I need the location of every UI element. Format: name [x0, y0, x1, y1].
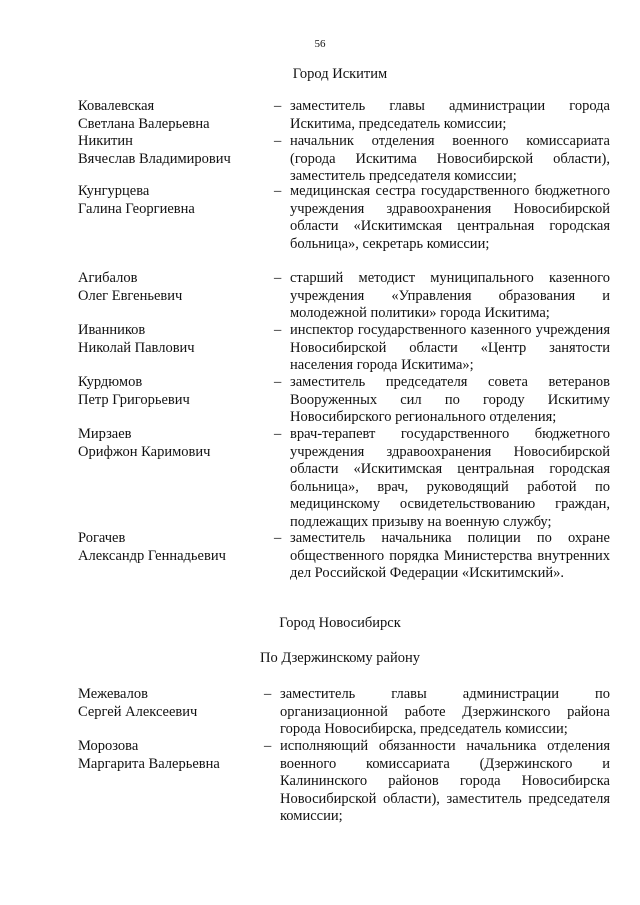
- dash: –: [274, 322, 282, 338]
- dash: –: [274, 374, 282, 390]
- member-name: Светлана Валерьевна: [78, 115, 210, 132]
- member-role: старший методист муниципального казенного учреждения «Управления образования и молодежной политики» города Искитима;: [290, 270, 610, 321]
- member-role: заместитель председателя совета ветеранов Вооруженных сил по городу Искитиму Новосибирского регионального отделения;: [290, 374, 610, 425]
- member-person: [78, 270, 258, 305]
- member-surname: Морозова: [78, 738, 139, 754]
- dash: –: [274, 183, 282, 199]
- member-surname: Ковалевская: [78, 98, 155, 114]
- member-name: Орифжон Каримович: [78, 443, 211, 460]
- member-role: медицинская сестра государственного бюджетного учреждения здравоохранения Новосибирской области «Искитимская центральная городская больница», секретарь комиссии;: [290, 183, 610, 252]
- dash: –: [274, 426, 282, 442]
- section-title-iskitim: Город Искитим: [292, 66, 388, 82]
- member-role: заместитель начальника полиции по охране общественного порядка Министерства внутренних дел Российской Федерации «Искитимский».: [290, 530, 610, 581]
- member-surname: Агибалов: [78, 270, 138, 286]
- member-role: заместитель главы администрации города Искитима, председатель комиссии;: [290, 98, 610, 132]
- member-surname: Мирзаев: [78, 426, 132, 442]
- member-name: Петр Григорьевич: [78, 391, 190, 408]
- dash: –: [274, 133, 282, 149]
- member-surname: Иванников: [78, 322, 146, 338]
- member-role: начальник отделения военного комиссариата (города Искитима Новосибирской области), заместитель председателя комиссии;: [290, 133, 610, 184]
- member-name: Николай Павлович: [78, 339, 195, 356]
- section-title-novosibirsk: Город Новосибирск: [279, 615, 401, 631]
- dash: –: [264, 686, 272, 702]
- member-person: [78, 133, 258, 168]
- member-surname: Межевалов: [78, 686, 148, 702]
- dash: –: [274, 98, 282, 114]
- member-name: Маргарита Валерьевна: [78, 755, 220, 772]
- member-name: Сергей Алексеевич: [78, 703, 198, 720]
- member-role: врач-терапевт государственного бюджетного учреждения здравоохранения Новосибирской области «Искитимская центральная городская больница», врач, руководящий работой по медицинскому освидетельствованию граждан, подлежащих призыву на военную службу;: [290, 426, 610, 530]
- member-person: [78, 374, 258, 409]
- member-surname: Кунгурцева: [78, 183, 150, 199]
- member-person: [78, 426, 258, 461]
- member-person: [78, 98, 258, 133]
- member-surname: Рогачев: [78, 530, 126, 546]
- member-person: [78, 322, 258, 357]
- dash: –: [274, 270, 282, 286]
- member-role: заместитель главы администрации по организационной работе Дзержинского района города Новосибирска, председатель комиссии;: [280, 686, 610, 737]
- dash: –: [264, 738, 272, 754]
- dash: –: [274, 530, 282, 546]
- member-person: [78, 738, 258, 773]
- member-role: исполняющий обязанности начальника отделения военного комиссариата (Дзержинского и Калининского районов города Новосибирска Новосибирской области), заместитель председателя комиссии;: [280, 738, 610, 824]
- member-name: Вячеслав Владимирович: [78, 150, 231, 167]
- member-name: Олег Евгеньевич: [78, 287, 183, 304]
- member-person: [78, 183, 258, 218]
- section-subtitle-district: По Дзержинскому району: [259, 650, 421, 666]
- member-name: Александр Геннадьевич: [78, 547, 226, 564]
- member-surname: Никитин: [78, 133, 133, 149]
- member-name: Галина Георгиевна: [78, 200, 195, 217]
- member-person: [78, 686, 258, 721]
- member-surname: Курдюмов: [78, 374, 143, 390]
- member-role: инспектор государственного казенного учреждения Новосибирской области «Центр занятости населения города Искитима»;: [290, 322, 610, 373]
- member-person: [78, 530, 258, 565]
- page-number: 56: [314, 38, 326, 50]
